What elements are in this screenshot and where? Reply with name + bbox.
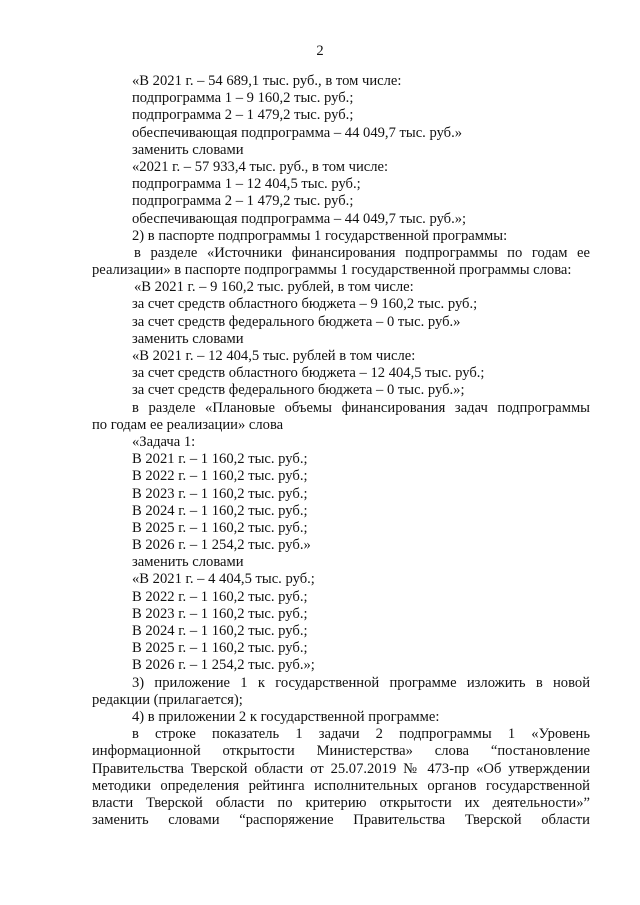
text-line: подпрограмма 2 – 1 479,2 тыс. руб.; (132, 107, 354, 124)
text-line: власти Тверской области по критерию открытости их деятельности»” (92, 794, 590, 811)
text-line: В 2025 г. – 1 160,2 тыс. руб.; (132, 519, 308, 536)
text-line: в строке показатель 1 задачи 2 подпрограммы 1 «Уровень (132, 726, 590, 743)
text-line: «Задача 1: (132, 433, 196, 450)
text-line: подпрограмма 2 – 1 479,2 тыс. руб.; (132, 193, 354, 210)
text-line: за счет средств федерального бюджета – 0 тыс. руб.»; (132, 382, 465, 399)
text-line: В 2021 г. – 1 160,2 тыс. руб.; (132, 451, 308, 468)
text-line: В 2026 г. – 1 254,2 тыс. руб.» (132, 537, 311, 554)
text-line: подпрограмма 1 – 9 160,2 тыс. руб.; (132, 90, 354, 107)
text-line: 4) в приложении 2 к государственной программе: (132, 708, 440, 725)
text-line: за счет средств областного бюджета – 9 160,2 тыс. руб.; (132, 296, 478, 313)
text-line: В 2024 г. – 1 160,2 тыс. руб.; (132, 502, 308, 519)
text-line: заменить словами “распоряжение Правительства Тверской области (92, 812, 590, 829)
text-line: В 2025 г. – 1 160,2 тыс. руб.; (132, 640, 308, 657)
text-line: заменить словами (132, 330, 244, 347)
text-line: заменить словами (132, 141, 244, 158)
text-line: обеспечивающая подпрограмма – 44 049,7 тыс. руб.»; (132, 210, 467, 227)
text-line: информационной открытости Министерства» слова “постановление (92, 743, 590, 760)
text-line: 3) приложение 1 к государственной программе изложить в новой (132, 674, 590, 691)
text-line: В 2024 г. – 1 160,2 тыс. руб.; (132, 623, 308, 639)
text-line: В 2022 г. – 1 160,2 тыс. руб.; (132, 588, 308, 605)
text-line: Правительства Тверской области от 25.07.2019 № 473-пр «Об утверждении (92, 760, 590, 777)
text-line: реализации» в паспорте подпрограммы 1 государственной программы слова: (92, 262, 572, 279)
document-body (92, 73, 590, 829)
text-line: В 2023 г. – 1 160,2 тыс. руб.; (132, 485, 308, 502)
text-line: В 2022 г. – 1 160,2 тыс. руб.; (132, 468, 308, 485)
text-line: по годам ее реализации» слова (92, 416, 284, 433)
text-line: редакции (прилагается); (92, 691, 243, 708)
text-line: «В 2021 г. – 54 689,1 тыс. руб., в том числе: (132, 73, 402, 89)
text-line: методики определения рейтинга исполнительных органов государственной (92, 777, 590, 794)
text-line: обеспечивающая подпрограмма – 44 049,7 тыс. руб.» (132, 124, 463, 141)
text-line: «В 2021 г. – 9 160,2 тыс. рублей, в том числе: (134, 279, 414, 296)
text-line: заменить словами (132, 554, 244, 571)
text-line: «В 2021 г. – 4 404,5 тыс. руб.; (132, 571, 315, 588)
text-line: подпрограмма 1 – 12 404,5 тыс. руб.; (132, 176, 361, 193)
text-line: за счет средств областного бюджета – 12 404,5 тыс. руб.; (132, 365, 485, 382)
text-line: В 2023 г. – 1 160,2 тыс. руб.; (132, 605, 308, 622)
text-line: 2) в паспорте подпрограммы 1 государственной программы: (132, 227, 508, 244)
text-line: за счет средств федерального бюджета – 0 тыс. руб.» (132, 313, 461, 330)
text-line: в разделе «Источники финансирования подпрограммы по годам ее (134, 244, 590, 261)
text-line: «2021 г. – 57 933,4 тыс. руб., в том числе: (132, 158, 389, 175)
page-number: 2 (316, 43, 324, 59)
text-line: В 2026 г. – 1 254,2 тыс. руб.»; (132, 657, 315, 674)
text-line: в разделе «Плановые объемы финансирования задач подпрограммы (132, 399, 590, 416)
text-line: «В 2021 г. – 12 404,5 тыс. рублей в том числе: (132, 348, 416, 364)
